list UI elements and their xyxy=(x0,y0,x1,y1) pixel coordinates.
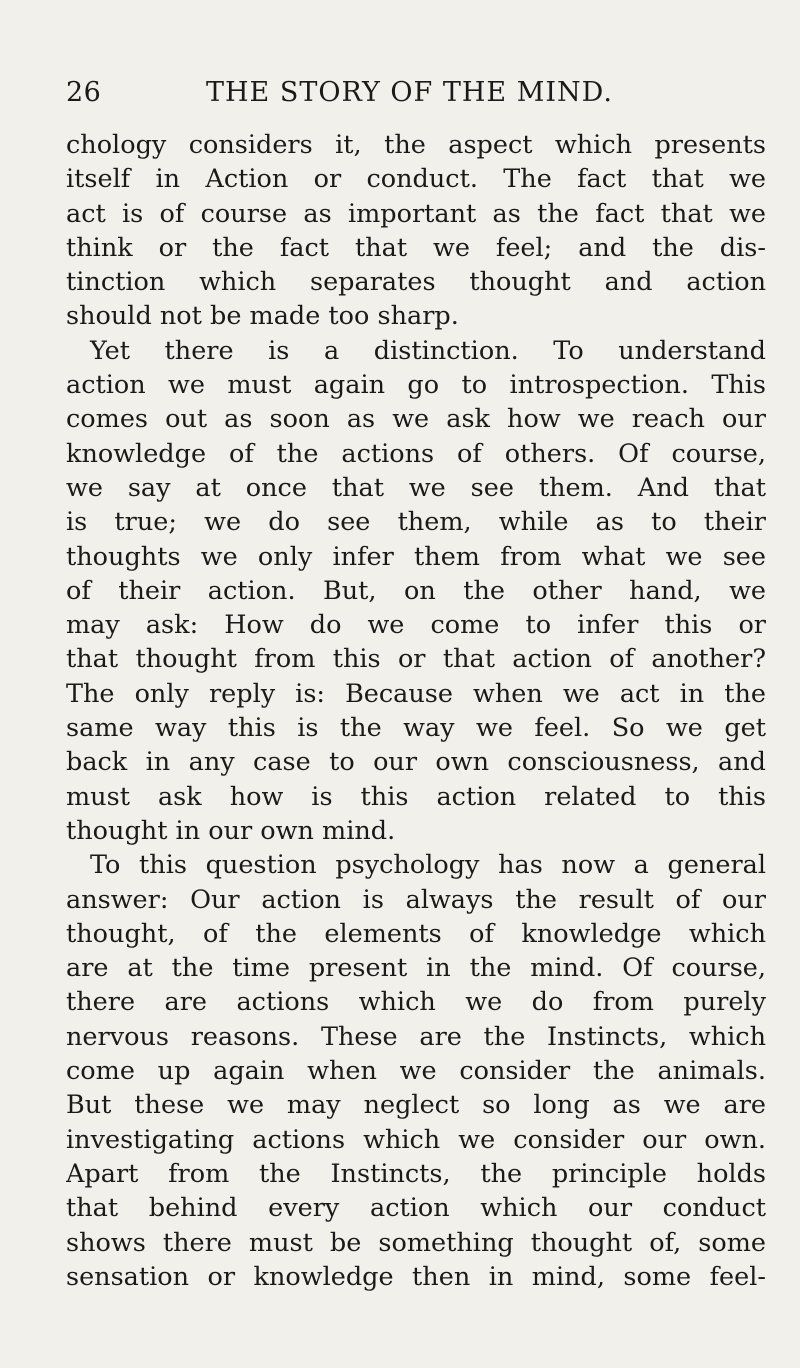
text-line: comes out as soon as we ask how we reach our xyxy=(66,404,766,435)
text-line: think or the fact that we feel; and the dis- xyxy=(66,232,766,263)
text-line: back in any case to our own consciousness, and xyxy=(66,747,766,778)
text-line: knowledge of the actions of others. Of course, xyxy=(66,438,766,469)
text-line: same way this is the way we feel. So we get xyxy=(66,713,766,744)
text-line: investigating actions which we consider our own. xyxy=(66,1124,766,1155)
text-line: The only reply is: Because when we act in the xyxy=(66,678,766,709)
text-line: action we must again go to introspection. This xyxy=(66,370,766,401)
text-line: may ask: How do we come to infer this or xyxy=(66,610,766,641)
text-line: that thought from this or that action of another? xyxy=(66,644,766,675)
text-line: nervous reasons. These are the Instincts, which xyxy=(66,1021,766,1052)
text-line: itself in Action or conduct. The fact that we xyxy=(66,164,766,195)
text-line: come up again when we consider the animals. xyxy=(66,1056,766,1087)
page-number: 26 xyxy=(66,77,102,108)
text-line: Apart from the Instincts, the principle holds xyxy=(66,1158,766,1189)
text-line: thought in our own mind. xyxy=(66,815,396,846)
text-line: sensation or knowledge then in mind, some feel- xyxy=(66,1261,766,1292)
text-line: answer: Our action is always the result of our xyxy=(66,884,766,915)
running-head xyxy=(66,76,766,110)
text-line: chology considers it, the aspect which presents xyxy=(66,130,766,160)
text-line: of their action. But, on the other hand, we xyxy=(66,575,766,606)
text-line: that behind every action which our conduct xyxy=(66,1193,766,1224)
text-line: tinction which separates thought and action xyxy=(66,267,766,298)
body-text xyxy=(66,128,766,1294)
text-line: should not be made too sharp. xyxy=(66,301,459,332)
text-line: are at the time present in the mind. Of course, xyxy=(66,953,766,984)
text-line: there are actions which we do from purely xyxy=(66,987,766,1018)
text-line: shows there must be something thought of, some xyxy=(66,1227,766,1258)
paragraph-start-line: To this question psychology has now a general xyxy=(90,850,766,881)
text-line: thought, of the elements of knowledge which xyxy=(66,918,766,949)
text-line: thoughts we only infer them from what we see xyxy=(66,541,766,572)
text-line: But these we may neglect so long as we are xyxy=(66,1090,766,1121)
text-line: act is of course as important as the fact that we xyxy=(66,198,766,229)
paragraph-start-line: Yet there is a distinction. To understand xyxy=(90,335,766,366)
text-line: must ask how is this action related to this xyxy=(66,781,766,812)
running-title: THE STORY OF THE MIND. xyxy=(206,77,613,108)
text-line: is true; we do see them, while as to their xyxy=(66,507,766,538)
text-line: we say at once that we see them. And that xyxy=(66,472,766,503)
